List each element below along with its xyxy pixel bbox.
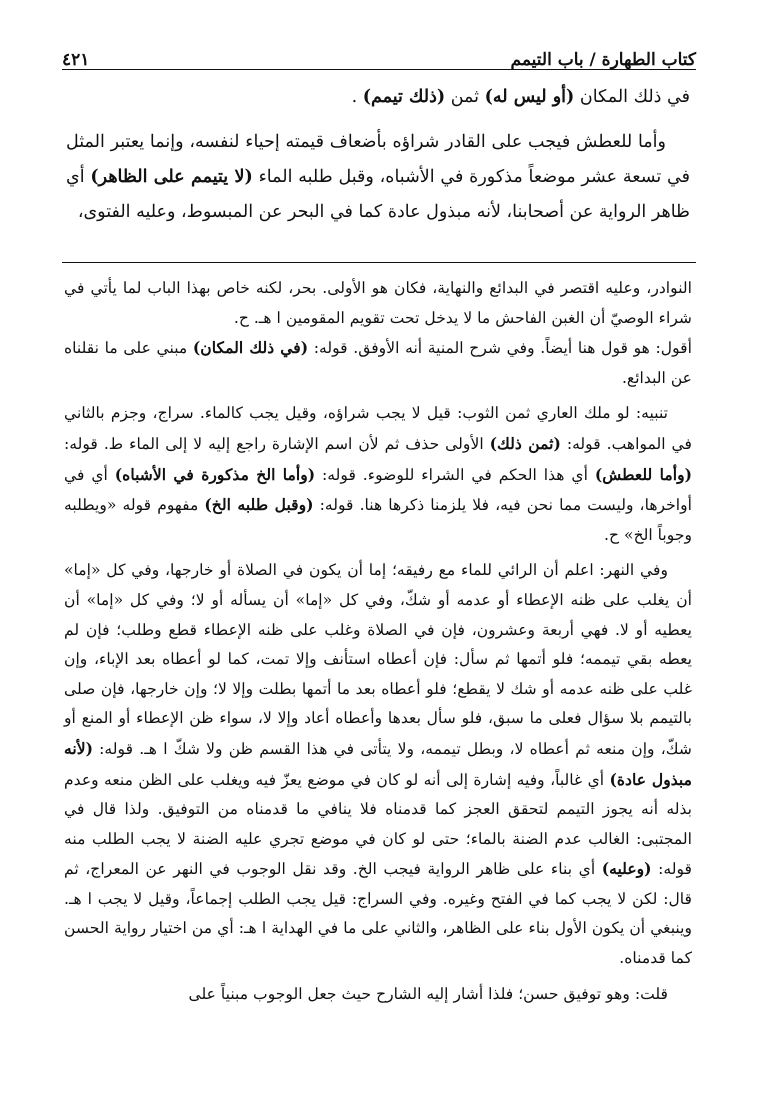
bold-phrase: (لا يتيمم على الظاهر) [90,167,253,187]
book-title: كتاب الطهارة / باب التيمم [510,50,696,70]
main-paragraph-1: في ذلك المكان (أو ليس له) ثمن (ذلك تيمم) . [351,87,690,107]
bold-phrase: (وقبل طلبه الخ) [204,495,314,515]
commentary-paragraph-3: تنبيه: لو ملك العاري ثمن الثوب: قيل لا يجب شراؤه، وقيل يجب كالماء. سراج، وجزم بالثاني في المواهب. قوله: (ثمن ذلك) الأولى حذف ثم لأن اسم الإشارة راجع إليه لا إلى الماء ط. قوله: (وأما للعطش) أي هذا الحكم في الشراء للوضوء. قوله: (وأما الخ مذكورة في الأشباه) أي في أواخرها، وليست مما نحن فيه، فلا يلزمنا ذكرها هنا. قوله: (وقبل طلبه الخ) مفهوم قوله «ويطلبه وجوباً الخ» ح. [64,404,693,544]
main-paragraph-2: وأما للعطش فيجب على القادر شراؤه بأضعاف قيمته إحياء لنفسه، وإنما يعتبر المثل في تسعة عشر موضعاً مذكورة في الأشباه، وقبل طلبه الماء (لا يتيمم على الظاهر) أي ظاهر الرواية عن أصحابنا، لأنه مبذول عادة كما في البحر عن المبسوط، وعليه الفتوى، [66,132,690,222]
bold-phrase: (وأما للعطش) [594,464,693,484]
page-number: ٤٢١ [62,50,90,70]
commentary-paragraph-5: قلت: وهو توفيق حسن؛ فلذا أشار إليه الشارح حيث جعل الوجوب مبنياً على [188,984,668,1003]
commentary-text [64,274,692,1009]
commentary-paragraph-4: وفي النهر: اعلم أن الرائي للماء مع رفيقه؛ إما أن يكون في الصلاة أو خارجها، وفي كل «إما» أن يغلب على ظنه الإعطاء أو عدمه أو شكّ، وفي كل «إما» أن يسأله أو لا؛ وفي كل «إما» أن يعطيه أو لا. فهي أربعة وعشرون، فإن في الصلاة وغلب على ظنه الإعطاء قطع وطلب؛ فإن لم يعطه بقي تيممه؛ فلو أتمها ثم سأل: فإن أعطاه استأنف وإلا تمت، كما لو أعطاه بعد الإباء، وإن غلب على ظنه عدمه أو شك لا يقطع؛ فلو أعطاه بعد ما أتمها بطلت وإلا لا؛ وإن خارجها، فإن صلى بالتيمم بلا سؤال فعلى ما سبق، فلو سأل بعدها وأعطاه أعاد وإلا لا، سواء ظن الإعطاء أو المنع أو شكّ، وإن منعه ثم أعطاه لا، وبطل تيممه، ولا يتأتى في هذا القسم ظن ولا شكّ ا هـ. قوله: (لأنه مبذول عادة) أي غالباً، وفيه إشارة إلى أنه لو كان في موضع يعزّ فيه ويغلب على الظن منعه وعدم بذله أنه يجوز التيمم لتحقق العجز كما قدمناه فلا ينافي ما قدمناه من التوفيق. ولذا قال في المجتبى: الغالب عدم الضنة بالماء؛ حتى لو كان في موضع تجري عليه الضنة لا يجب الطلب منه قوله: (وعليه) أي بناء على ظاهر الرواية فيجب الخ. وقد نقل الوجوب في النهر عن المعراج، ثم قال: لكن لا يجب كما في الفتح وغيره. وفي السراج: قيل يجب الطلب إجماعاً، وقيل لا يجب ا هـ. وينبغي أن يكون الأول بناء على الظاهر، والثاني على ما في الهداية ا هـ: أي من اختيار رواية الحسن كما قدمناه. [64,561,692,968]
bold-phrase: (ثمن ذلك) [489,433,561,453]
running-header [62,40,696,70]
bold-phrase: (وأما الخ مذكورة في الأشباه) [114,464,316,484]
bold-phrase: (لأنه مبذول عادة) [64,738,692,789]
bold-phrase: (وعليه) [601,859,652,879]
section-divider [62,262,696,263]
header-rule [62,69,696,70]
bold-phrase: (ذلك تيمم) [362,87,446,107]
main-text [66,80,690,230]
bold-phrase: (أو ليس له) [484,87,575,107]
commentary-paragraph-1: النوادر، وعليه اقتصر في البدائع والنهاية، فكان هو الأولى. بحر، لكنه خاص بهذا الباب لما يأتي في شراء الوصيّ أن الغبن الفاحش ما لا يدخل تحت تقويم المقومين ا هـ. ح. [64,279,692,327]
bold-phrase: (في ذلك المكان) [192,338,309,358]
commentary-paragraph-2: أقول: هو قول هنا أيضاً. وفي شرح المنية أنه الأوفق. قوله: (في ذلك المكان) مبني على ما نقلناه عن البدائع. [64,338,692,387]
